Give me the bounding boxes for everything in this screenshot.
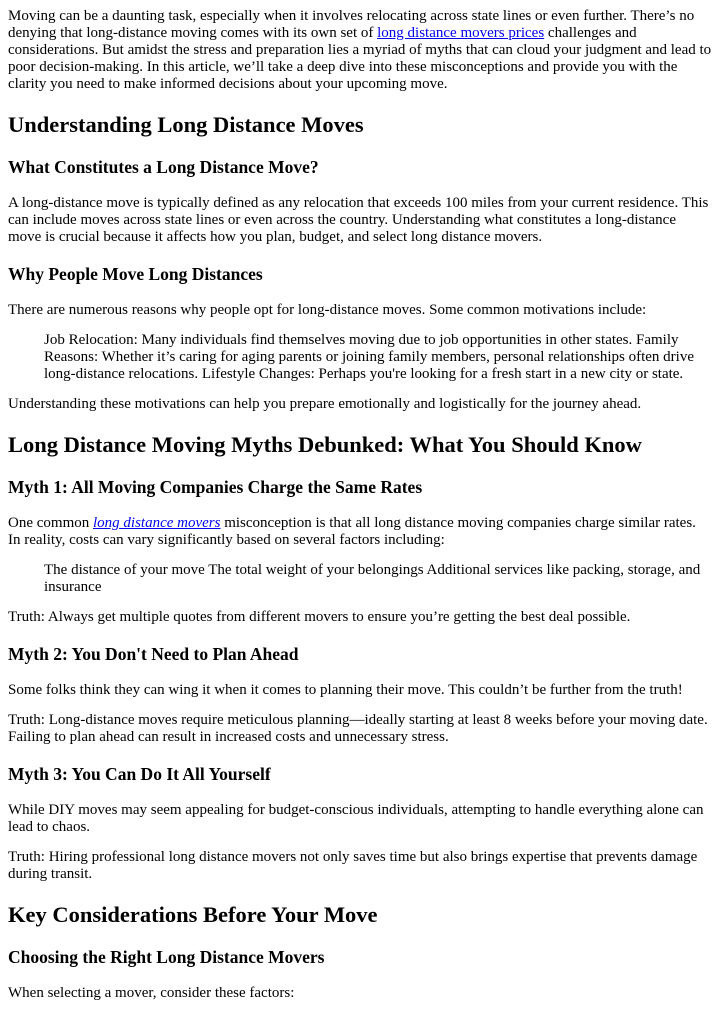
long-distance-movers-link[interactable]: long distance movers xyxy=(92,515,221,531)
paragraph-myth-2: Some folks think they can wing it when it comes to planning their move. This couldn’t be further from the truth! xyxy=(8,682,683,698)
paragraph-reasons-intro: There are numerous reasons why people opt for long-distance moves. Some common motivations include: xyxy=(8,302,647,318)
heading-choosing-movers: Choosing the Right Long Distance Movers xyxy=(8,947,325,967)
paragraph-myth-2-truth: Truth: Long-distance moves require meticulous planning—ideally starting at least 8 weeks before your moving date. Failing to plan ahead can result in increased costs and unnecessary stress. xyxy=(8,712,708,745)
paragraph-selecting-mover: When selecting a mover, consider these factors: xyxy=(8,985,295,1001)
heading-why-people-move: Why People Move Long Distances xyxy=(8,264,263,284)
heading-myth-2: Myth 2: You Don't Need to Plan Ahead xyxy=(8,644,299,664)
paragraph-myth-3: While DIY moves may seem appealing for budget-conscious individuals, attempting to handle everything alone can lead to chaos. xyxy=(8,802,704,835)
intro-paragraph: Moving can be a daunting task, especially when it involves relocating across state lines or even further. There’s no denying that long-distance moving comes with its own set of long distance movers prices challenges and considerations. But amidst the stress and preparation lies a myriad of myths that can cloud your judgment and lead to poor decision-making. In this article, we’ll take a deep dive into these misconceptions and provide you with the clarity you need to make informed decisions about your upcoming move. xyxy=(8,8,712,92)
paragraph-definition: A long-distance move is typically defined as any relocation that exceeds 100 miles from your current residence. This can include moves across state lines or even across the country. Understanding what constitutes a long-distance move is crucial because it affects how you plan, budget, and select long distance movers. xyxy=(8,195,709,245)
reasons-quote: Job Relocation: Many individuals find themselves moving due to job opportunities in other states. Family Reasons: Whether it’s caring for aging parents or joining family members, personal relationships often drive long-distance relocations. Lifestyle Changes: Perhaps you're looking for a fresh start in a new city or state. xyxy=(44,332,694,382)
heading-what-constitutes: What Constitutes a Long Distance Move? xyxy=(8,157,319,177)
heading-key-considerations: Key Considerations Before Your Move xyxy=(8,902,378,927)
heading-understanding-long-distance-moves: Understanding Long Distance Moves xyxy=(8,112,364,137)
paragraph-myth-1-truth: Truth: Always get multiple quotes from different movers to ensure you’re getting the best deal possible. xyxy=(8,609,631,625)
heading-myths-debunked: Long Distance Moving Myths Debunked: What You Should Know xyxy=(8,432,642,457)
heading-myth-3: Myth 3: You Can Do It All Yourself xyxy=(8,764,271,784)
paragraph-myth-3-truth: Truth: Hiring professional long distance movers not only saves time but also brings expertise that prevents damage during transit. xyxy=(8,849,698,882)
long-distance-movers-prices-link[interactable]: long distance movers prices xyxy=(377,25,545,41)
factors-quote: The distance of your move The total weight of your belongings Additional services like packing, storage, and insurance xyxy=(44,562,701,595)
paragraph-motivations: Understanding these motivations can help you prepare emotionally and logistically for the journey ahead. xyxy=(8,396,642,412)
paragraph-myth-1: One common long distance movers misconception is that all long distance moving companies charge similar rates. In reality, costs can vary significantly based on several factors including: xyxy=(8,515,696,548)
heading-myth-1: Myth 1: All Moving Companies Charge the Same Rates xyxy=(8,477,423,497)
